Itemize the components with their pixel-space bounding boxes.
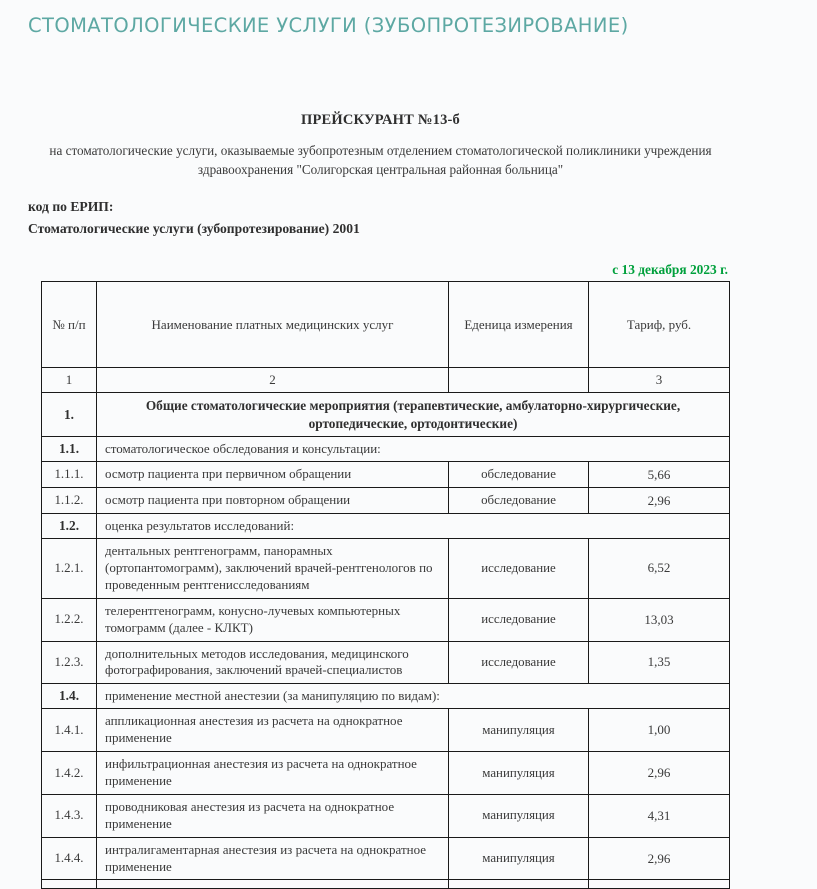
table-row: [42, 393, 730, 437]
table-row: [42, 684, 730, 709]
row-number: 1.2.3.: [42, 641, 97, 684]
row-service-name: осмотр пациента при повторном обращении: [97, 488, 449, 514]
column-index-4: 3: [589, 368, 730, 393]
row-price: 1,35: [589, 641, 730, 684]
row-number: 1.2.2.: [42, 598, 97, 641]
row-number: 1.1.1.: [42, 462, 97, 488]
row-number: [42, 880, 97, 889]
row-unit: манипуляция: [449, 837, 589, 880]
erip-value: Стоматологические услуги (зубопротезирование) 2001: [28, 220, 360, 236]
row-number: 1.1.: [42, 437, 97, 462]
row-service-name: [97, 880, 449, 889]
column-index-3: [449, 368, 589, 393]
table-row: [42, 539, 730, 599]
erip-block: [28, 196, 733, 238]
row-price: 2,96: [589, 488, 730, 514]
row-price: [589, 880, 730, 889]
row-service-name: Общие стоматологические мероприятия (терапевтические, амбулаторно-хирургические, ортопедические, ортодонтические): [97, 393, 730, 437]
document-header-block: [28, 112, 733, 239]
effective-date: с 13 декабря 2023 г.: [612, 262, 728, 277]
row-service-name: телерентгенограмм, конусно-лучевых компьютерных томограмм (далее - КЛКТ): [97, 598, 449, 641]
table-row: [42, 880, 730, 889]
row-service-name: инфильтрационная анестезия из расчета на однократное применение: [97, 752, 449, 795]
row-service-name: оценка результатов исследований:: [97, 514, 730, 539]
row-price: 2,96: [589, 837, 730, 880]
row-number: 1.1.2.: [42, 488, 97, 514]
row-price: 6,52: [589, 539, 730, 599]
row-service-name: дополнительных методов исследования, медицинского фотографирования, заключений врачей-специалистов: [97, 641, 449, 684]
row-unit: манипуляция: [449, 752, 589, 795]
price-table: [41, 281, 730, 889]
table-row: [42, 709, 730, 752]
price-list-number: ПРЕЙСКУРАНТ №13-б: [300, 112, 461, 128]
row-service-name: стоматологическое обследования и консультации:: [97, 437, 730, 462]
table-header-row: [42, 282, 730, 368]
row-price: 4,31: [589, 794, 730, 837]
column-index-1: 1: [42, 368, 97, 393]
table-row: [42, 641, 730, 684]
row-unit: обследование: [449, 462, 589, 488]
table-row: [42, 437, 730, 462]
row-service-name: дентальных рентгенограмм, панорамных (ортопантомограмм), заключений врачей-рентгенологов по проведенным рентгенисследованиям: [97, 539, 449, 599]
table-row: [42, 488, 730, 514]
row-price: 1,00: [589, 709, 730, 752]
row-service-name: применение местной анестезии (за манипуляцию по видам):: [97, 684, 730, 709]
table-row: [42, 462, 730, 488]
row-number: 1.4.1.: [42, 709, 97, 752]
row-service-name: интралигаментарная анестезия из расчета на однократное применение: [97, 837, 449, 880]
row-price: 2,96: [589, 752, 730, 795]
row-price: 13,03: [589, 598, 730, 641]
table-row: [42, 794, 730, 837]
row-service-name: аппликационная анестезия из расчета на однократное применение: [97, 709, 449, 752]
column-index-2: 2: [97, 368, 449, 393]
row-number: 1.2.: [42, 514, 97, 539]
table-row: [42, 837, 730, 880]
price-table-container: [41, 281, 729, 889]
header-col-unit: Еденица измерения: [449, 282, 589, 368]
row-service-name: проводниковая анестезия из расчета на однократное применение: [97, 794, 449, 837]
row-unit: обследование: [449, 488, 589, 514]
row-number: 1.4.: [42, 684, 97, 709]
row-number: 1.: [42, 393, 97, 437]
row-number: 1.2.1.: [42, 539, 97, 599]
table-row: [42, 598, 730, 641]
page-title: СТОМАТОЛОГИЧЕСКИЕ УСЛУГИ (ЗУБОПРОТЕЗИРОВАНИЕ): [28, 14, 629, 37]
row-number: 1.4.4.: [42, 837, 97, 880]
table-row: [42, 514, 730, 539]
row-number: 1.4.2.: [42, 752, 97, 795]
row-number: 1.4.3.: [42, 794, 97, 837]
row-unit: [449, 880, 589, 889]
price-list-subtitle: на стоматологические услуги, оказываемые зубопротезным отделением стоматологической поликлиники учреждения здравоохранения "Солигорская центральная районная больница": [49, 143, 712, 177]
table-row: [42, 752, 730, 795]
row-unit: исследование: [449, 641, 589, 684]
header-col-name: Наименование платных медицинских услуг: [97, 282, 449, 368]
row-service-name: осмотр пациента при первичном обращении: [97, 462, 449, 488]
row-unit: исследование: [449, 539, 589, 599]
row-unit: исследование: [449, 598, 589, 641]
header-col-price: Тариф, руб.: [589, 282, 730, 368]
row-unit: манипуляция: [449, 794, 589, 837]
erip-label: код по ЕРИП:: [28, 199, 114, 215]
row-price: 5,66: [589, 462, 730, 488]
table-column-index-row: [42, 368, 730, 393]
header-col-num: № п/п: [42, 282, 97, 368]
row-unit: манипуляция: [449, 709, 589, 752]
